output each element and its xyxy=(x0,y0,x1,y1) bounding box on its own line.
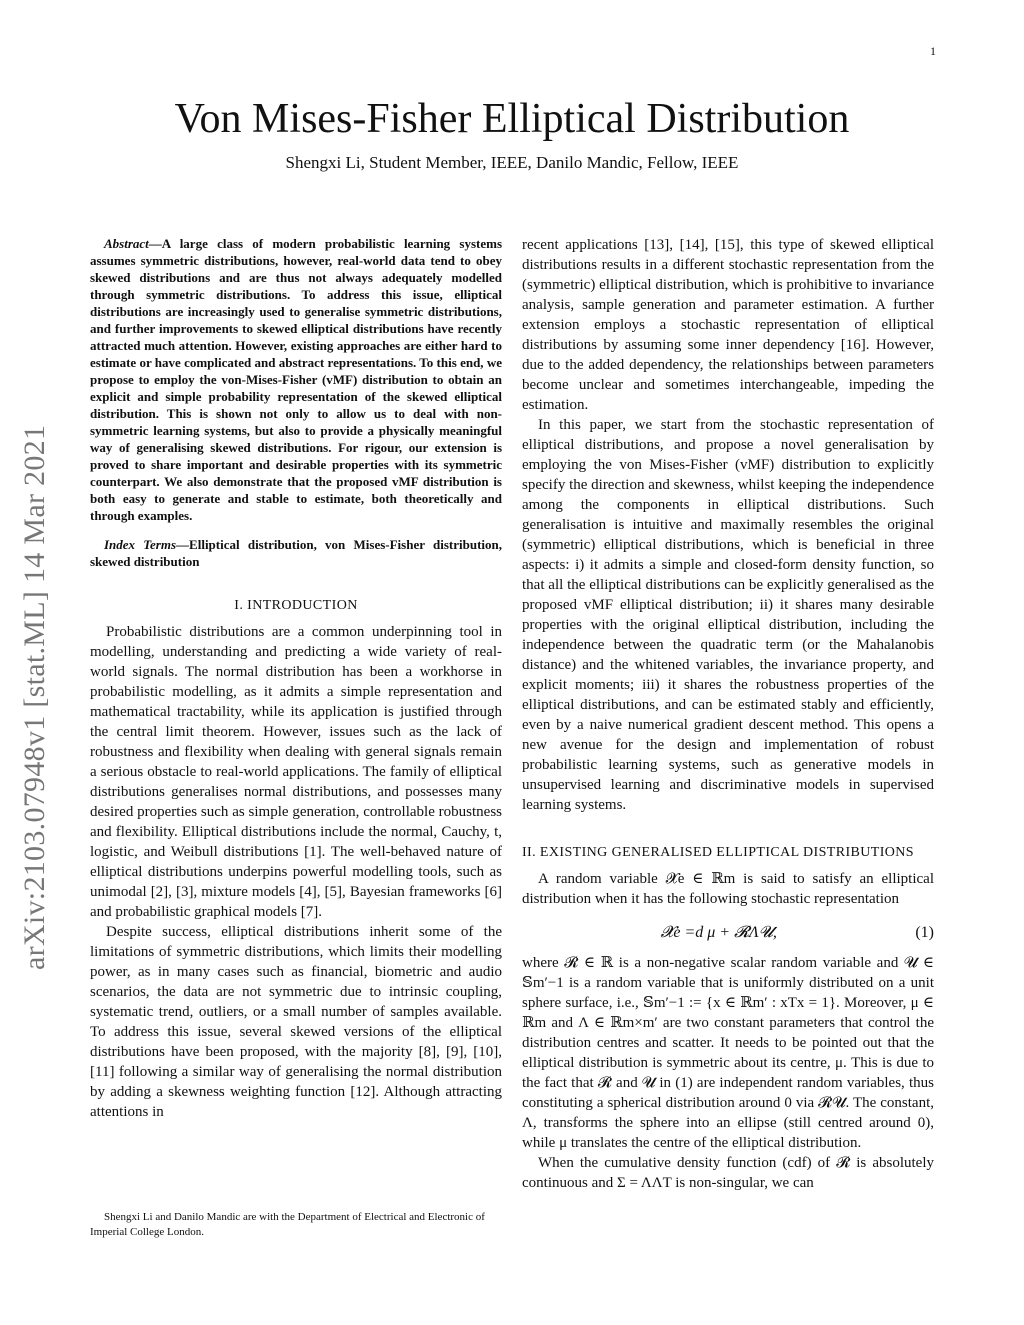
abstract xyxy=(90,235,502,524)
footnote: Shengxi Li and Danilo Mandic are with the Department of Electrical and Electronic of Imperial College London. xyxy=(90,1211,485,1238)
index-terms-label: Index Terms xyxy=(104,537,177,552)
paper-title: Von Mises-Fisher Elliptical Distribution xyxy=(174,96,850,142)
page-number: 1 xyxy=(930,44,936,58)
right-paragraph-4: where 𝓡 ∈ ℝ is a non-negative scalar random variable and 𝓤 ∈ 𝕊m′−1 is a random variable that is uniformly distributed on a unit sphere surface, i.e., 𝕊m′−1 := {x ∈ ℝm′ : xTx = 1}. Moreover, μ ∈ ℝm and Λ ∈ ℝm×m′ are two constant parameters that control the distribution centres and scatter. It needs to be pointed out that the elliptical distribution is symmetric about its centre, μ. This is due to the fact that 𝓡 and 𝓤 in (1) are independent random variables, thus constituting a spherical distribution around 0 via 𝓡𝓤. The constant, Λ, transforms the sphere into an ellipse (still centred around 0), while μ translates the centre of the elliptical distribution. xyxy=(522,955,934,1151)
section-heading-introduction: I. INTRODUCTION xyxy=(234,598,358,613)
index-terms xyxy=(90,536,502,570)
abstract-label: Abstract xyxy=(104,236,149,251)
left-column xyxy=(90,235,502,1122)
index-terms-text: —Elliptical distribution, von Mises-Fisher distribution, skewed distribution xyxy=(90,537,502,569)
right-paragraph-2: In this paper, we start from the stochastic representation of elliptical distributions, and propose a novel generalisation by employing the von Mises-Fisher (vMF) distribution to explicitly specify the direction and skewness, whilst keeping the independence among the components in elliptical distributions. Such generalisation is intuitive and maximally resembles the original (symmetric) elliptical distributions, which is beneficial in three aspects: i) it admits a simple and closed-form density function, so that all the elliptical distributions can be explicitly generalised as the proposed vMF elliptical distribution; ii) it shares many desirable properties with the original elliptical distribution, including the independence between the quadratic term (or the Mahalanobis distance) and the whitened variables, the invariance property, and explicit moments; iii) it shares the robustness properties of the elliptical distributions, and can be estimated stably and efficiently, even by a naive numerical gradient descent method. This opens a new avenue for the design and implementation of robust probabilistic learning systems, such as generative models in unsupervised learning and discriminative models in supervised learning systems. xyxy=(522,417,934,813)
equation-1 xyxy=(522,923,934,943)
right-paragraph-5: When the cumulative density function (cdf) of 𝓡 is absolutely continuous and Σ = ΛΛT is non-singular, we can xyxy=(522,1155,934,1191)
arxiv-stamp: arXiv:2103.07948v1 [stat.ML] 14 Mar 2021 xyxy=(18,424,51,970)
authors: Shengxi Li, Student Member, IEEE, Danilo Mandic, Fellow, IEEE xyxy=(285,153,739,172)
right-paragraph-1: recent applications [13], [14], [15], this type of skewed elliptical distributions results in a different stochastic representation from the (symmetric) elliptical distribution, which is prohibitive to invariance analysis, sample generation and parameter estimation. A further extension employs a stochastic representation of elliptical distributions by assuming some inner dependency [16]. However, due to the added dependency, the relationships between parameters become unclear and sometimes interchangeable, impeding the estimation. xyxy=(522,237,934,413)
equation-number: (1) xyxy=(915,924,934,941)
intro-paragraph-1: Probabilistic distributions are a common underpinning tool in modelling, understanding and predicting a wide variety of real-world signals. The normal distribution has been a workhorse in probabilistic modelling, as it admits a simple representation and mathematical tractability, while its application is justified through the central limit theorem. However, issues such as the lack of robustness and flexibility when dealing with general signals remain a serious obstacle to real-world applications. The family of elliptical distributions generalises normal distributions, and possesses many desired properties such as simple generation, controllable robustness and flexibility. Elliptical distributions include the normal, Cauchy, t, logistic, and Weibull distributions [1]. The well-behaved nature of elliptical distributions underpins powerful modelling tools, such as unimodal [2], [3], mixture models [4], [5], Bayesian frameworks [6] and probabilistic graphical models [7]. xyxy=(90,624,502,920)
right-column xyxy=(522,235,934,1193)
abstract-text: —A large class of modern probabilistic learning systems assumes symmetric distributions, however, real-world data tend to obey skewed distributions and are thus not always adequately modelled through symmetric distributions. To address this issue, elliptical distributions are increasingly used to generalise symmetric distributions, and further improvements to skewed elliptical distributions have recently attracted much attention. However, existing approaches are either hard to estimate or have complicated and abstract representations. To this end, we propose to employ the von-Mises-Fisher (vMF) distribution to obtain an explicit and simple probability representation of the skewed elliptical distribution. This is shown not only to allow us to deal with non-symmetric learning systems, but also to provide a physically meaningful way of generalising skewed distributions. For rigour, our extension is proved to share important and desirable properties with its symmetric counterpart. We also demonstrate that the proposed vMF distribution is both easy to generate and stable to estimate, both theoretically and through examples. xyxy=(90,236,502,523)
right-paragraph-3: A random variable 𝓧e ∈ ℝm is said to satisfy an elliptical distribution when it has the following stochastic representation xyxy=(522,871,934,907)
intro-paragraph-2: Despite success, elliptical distributions inherit some of the limitations of symmetric distributions, which limits their modelling power, as in many cases such as financial, biometric and audio scenarios, the data are not symmetric due to intrinsic coupling, systematic trend, outliers, or a small number of samples available. To address this issue, several skewed versions of the elliptical distributions have been proposed, with the majority [8], [9], [10], [11] following a similar way of generalising the normal distribution by adding a skewness weighting function [12]. Although attracting attentions in xyxy=(90,924,502,1120)
section-heading-existing: II. EXISTING GENERALISED ELLIPTICAL DISTRIBUTIONS xyxy=(522,845,914,860)
equation-body: 𝓧e =d μ + 𝓡Λ𝓤, xyxy=(660,924,777,941)
